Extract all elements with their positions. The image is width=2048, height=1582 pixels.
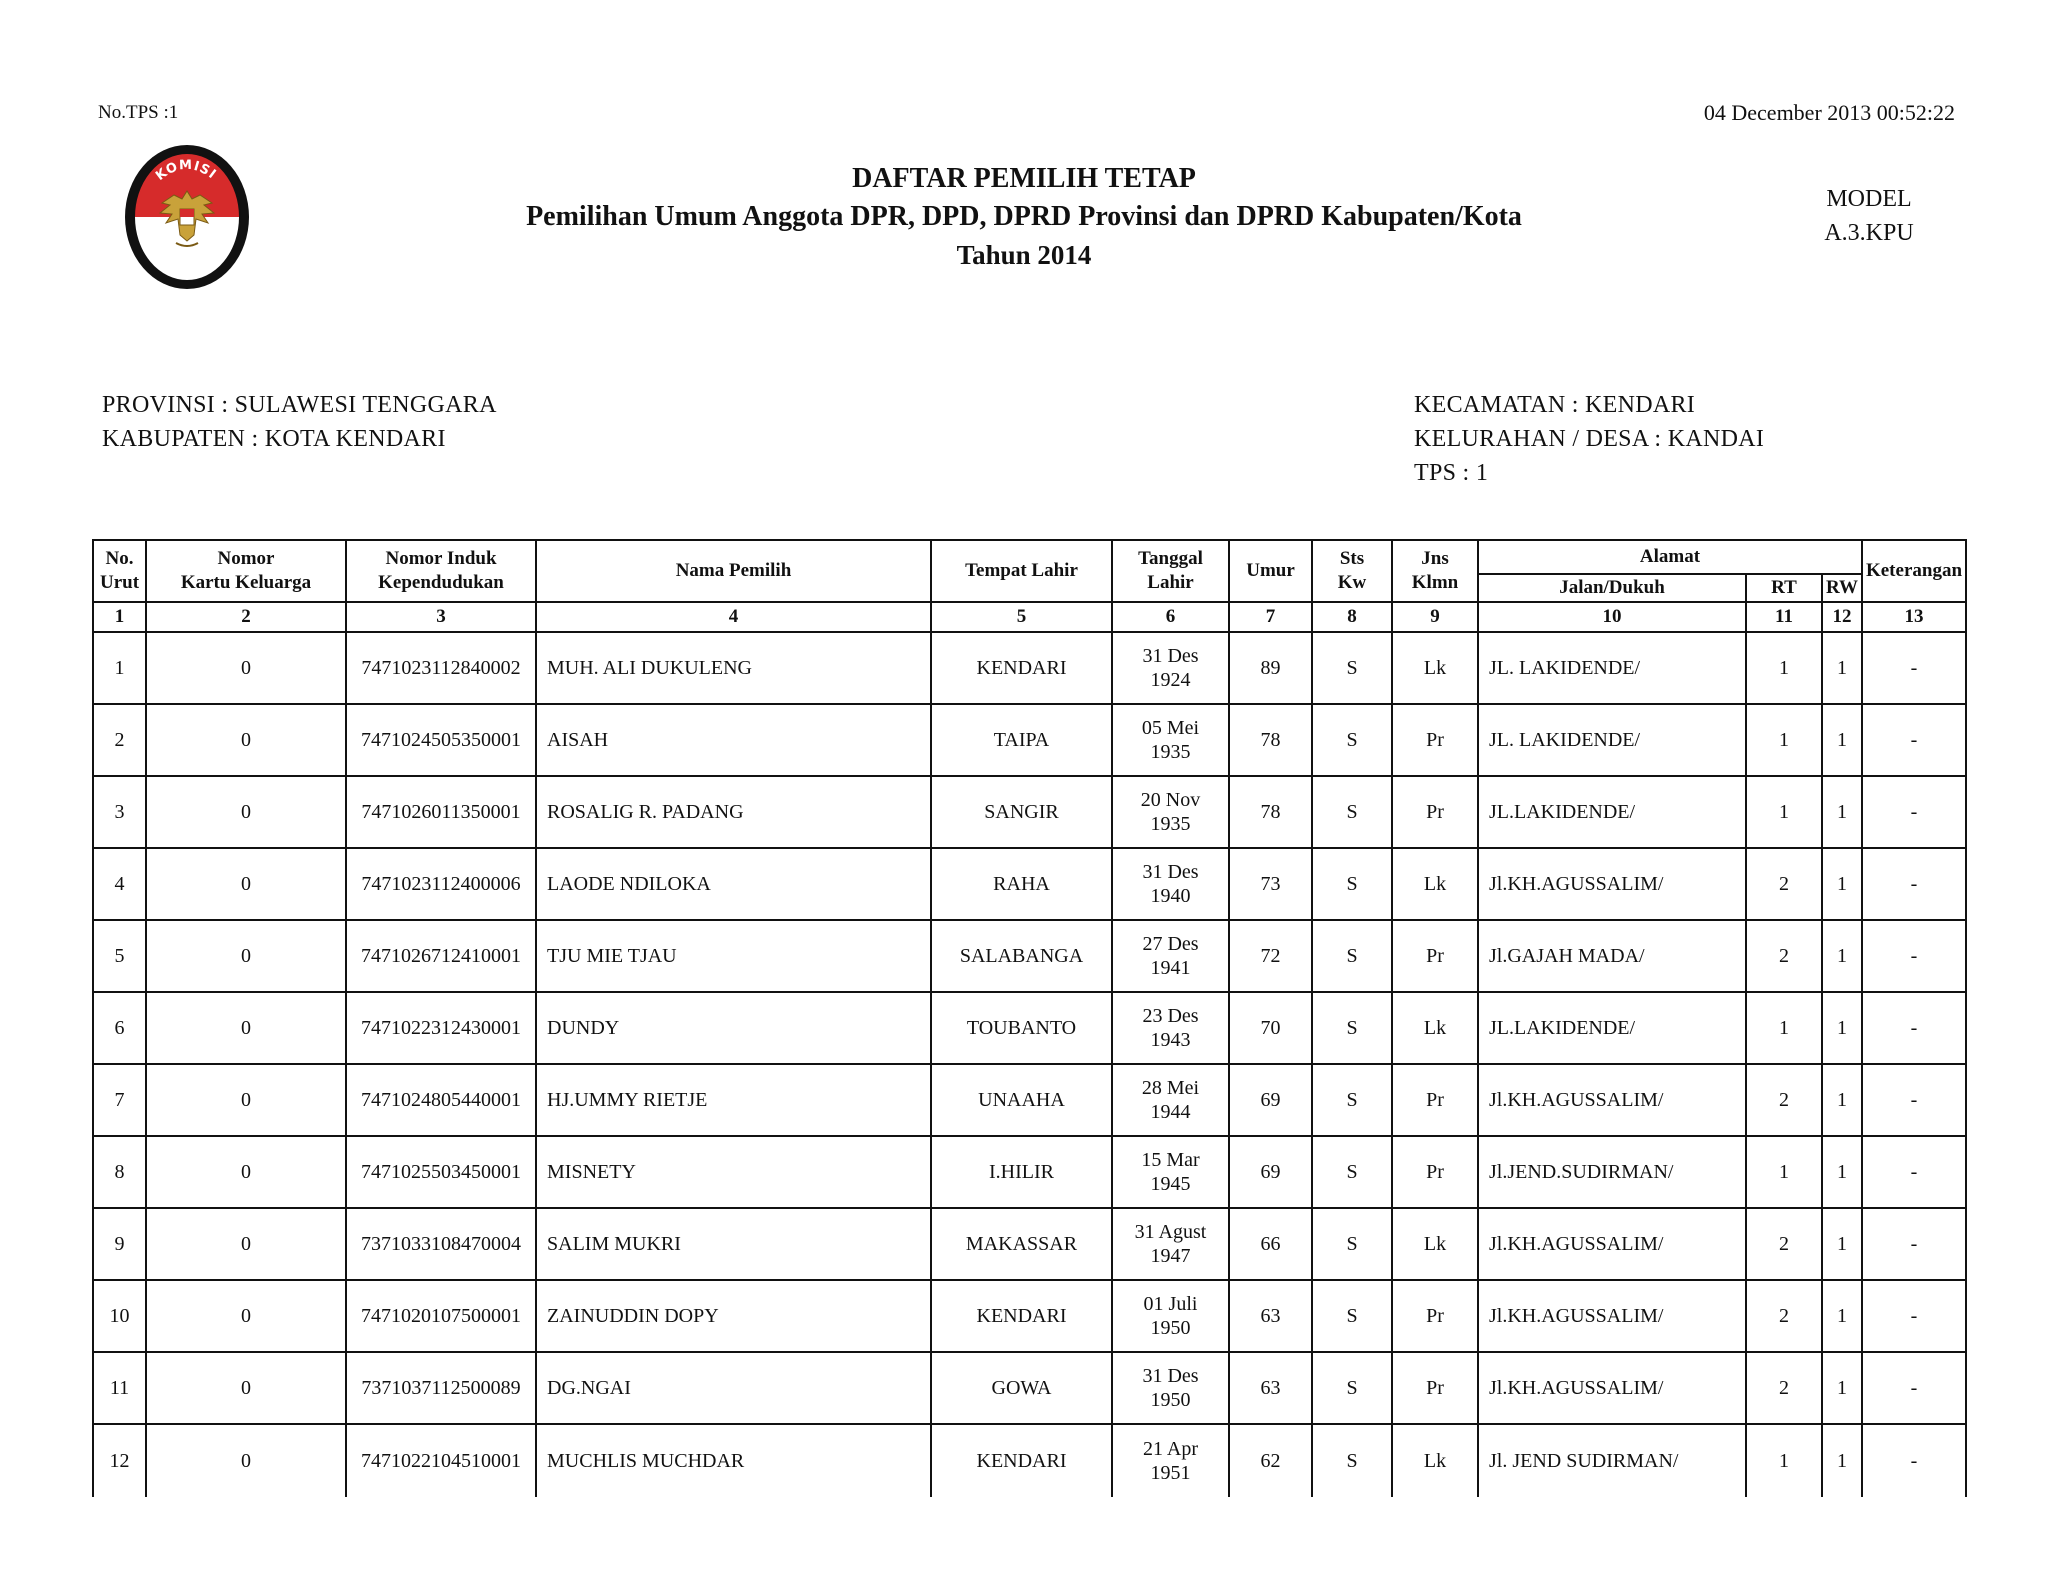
cell-nik: 7471025503450001 xyxy=(346,1136,536,1208)
cell-keterangan: - xyxy=(1862,704,1966,776)
cell-tanggal-lahir: 23 Des 1943 xyxy=(1112,992,1229,1064)
cell-nama-pemilih: SALIM MUKRI xyxy=(536,1208,931,1280)
cell-jns-klmn: Lk xyxy=(1392,992,1478,1064)
cell-nama-pemilih: TJU MIE TJAU xyxy=(536,920,931,992)
table-row xyxy=(93,1280,1966,1352)
cell-jns-klmn: Pr xyxy=(1392,1280,1478,1352)
cell-nomor-kk: 0 xyxy=(146,704,346,776)
cell-nama-pemilih: ZAINUDDIN DOPY xyxy=(536,1280,931,1352)
cell-keterangan: - xyxy=(1862,1280,1966,1352)
cell-keterangan: - xyxy=(1862,848,1966,920)
cell-nama-pemilih: MISNETY xyxy=(536,1136,931,1208)
column-number: 6 xyxy=(1112,602,1229,632)
cell-tanggal-lahir: 21 Apr 1951 xyxy=(1112,1424,1229,1497)
cell-jalan-dukuh: Jl.GAJAH MADA/ xyxy=(1478,920,1746,992)
header-sts-kw: Sts Kw xyxy=(1312,540,1392,602)
cell-rt: 2 xyxy=(1746,1352,1822,1424)
cell-nama-pemilih: LAODE NDILOKA xyxy=(536,848,931,920)
kecamatan-label: KECAMATAN : KENDARI xyxy=(1414,392,1696,418)
cell-umur: 78 xyxy=(1229,776,1312,848)
cell-umur: 69 xyxy=(1229,1136,1312,1208)
cell-jns-klmn: Pr xyxy=(1392,1352,1478,1424)
kabupaten-label: KABUPATEN : KOTA KENDARI xyxy=(102,426,446,452)
cell-keterangan: - xyxy=(1862,920,1966,992)
cell-tempat-lahir: UNAAHA xyxy=(931,1064,1112,1136)
cell-no-urut: 1 xyxy=(93,632,146,704)
cell-jalan-dukuh: Jl.KH.AGUSSALIM/ xyxy=(1478,1208,1746,1280)
provinsi-label: PROVINSI : SULAWESI TENGGARA xyxy=(102,392,497,418)
cell-no-urut: 3 xyxy=(93,776,146,848)
table-row xyxy=(93,992,1966,1064)
cell-nik: 7371033108470004 xyxy=(346,1208,536,1280)
header-rw: RW xyxy=(1822,574,1862,602)
cell-jns-klmn: Lk xyxy=(1392,848,1478,920)
cell-no-urut: 7 xyxy=(93,1064,146,1136)
table-row xyxy=(93,920,1966,992)
cell-rw: 1 xyxy=(1822,776,1862,848)
cell-nomor-kk: 0 xyxy=(146,1280,346,1352)
cell-rt: 1 xyxy=(1746,704,1822,776)
cell-tempat-lahir: KENDARI xyxy=(931,632,1112,704)
cell-tempat-lahir: SANGIR xyxy=(931,776,1112,848)
cell-no-urut: 10 xyxy=(93,1280,146,1352)
cell-jns-klmn: Pr xyxy=(1392,920,1478,992)
cell-tempat-lahir: RAHA xyxy=(931,848,1112,920)
cell-jalan-dukuh: JL. LAKIDENDE/ xyxy=(1478,632,1746,704)
table-row xyxy=(93,1352,1966,1424)
cell-no-urut: 4 xyxy=(93,848,146,920)
cell-nik: 7371037112500089 xyxy=(346,1352,536,1424)
cell-tanggal-lahir: 28 Mei 1944 xyxy=(1112,1064,1229,1136)
cell-sts-kw: S xyxy=(1312,632,1392,704)
cell-sts-kw: S xyxy=(1312,992,1392,1064)
print-timestamp: 04 December 2013 00:52:22 xyxy=(1703,100,1955,125)
cell-no-urut: 6 xyxy=(93,992,146,1064)
cell-rw: 1 xyxy=(1822,632,1862,704)
tps-label: TPS : 1 xyxy=(1414,460,1489,486)
svg-text:PEMILIHAN UMUM: PEMILIHAN UMUM xyxy=(138,233,238,277)
cell-umur: 78 xyxy=(1229,704,1312,776)
column-number: 2 xyxy=(146,602,346,632)
cell-nomor-kk: 0 xyxy=(146,1352,346,1424)
column-number: 5 xyxy=(931,602,1112,632)
column-number: 11 xyxy=(1746,602,1822,632)
cell-jns-klmn: Pr xyxy=(1392,1136,1478,1208)
header-nomor-kk: Nomor Kartu Keluarga xyxy=(146,540,346,602)
cell-umur: 89 xyxy=(1229,632,1312,704)
cell-rt: 1 xyxy=(1746,992,1822,1064)
cell-nomor-kk: 0 xyxy=(146,776,346,848)
cell-jalan-dukuh: Jl.KH.AGUSSALIM/ xyxy=(1478,1064,1746,1136)
column-number: 12 xyxy=(1822,602,1862,632)
table-row xyxy=(93,776,1966,848)
cell-keterangan: - xyxy=(1862,1064,1966,1136)
cell-umur: 70 xyxy=(1229,992,1312,1064)
header-rt: RT xyxy=(1746,574,1822,602)
cell-nik: 7471023112840002 xyxy=(346,632,536,704)
cell-jalan-dukuh: Jl.KH.AGUSSALIM/ xyxy=(1478,1352,1746,1424)
cell-nik: 7471020107500001 xyxy=(346,1280,536,1352)
cell-sts-kw: S xyxy=(1312,1424,1392,1497)
document-title: DAFTAR PEMILIH TETAP xyxy=(852,163,1196,194)
cell-rt: 2 xyxy=(1746,920,1822,992)
cell-nik: 7471022312430001 xyxy=(346,992,536,1064)
cell-jns-klmn: Pr xyxy=(1392,704,1478,776)
cell-rt: 2 xyxy=(1746,1208,1822,1280)
column-number: 13 xyxy=(1862,602,1966,632)
cell-rw: 1 xyxy=(1822,1136,1862,1208)
cell-jalan-dukuh: JL.LAKIDENDE/ xyxy=(1478,776,1746,848)
column-number: 10 xyxy=(1478,602,1746,632)
cell-tanggal-lahir: 05 Mei 1935 xyxy=(1112,704,1229,776)
cell-tanggal-lahir: 31 Agust 1947 xyxy=(1112,1208,1229,1280)
cell-rw: 1 xyxy=(1822,704,1862,776)
cell-tanggal-lahir: 31 Des 1950 xyxy=(1112,1352,1229,1424)
cell-jns-klmn: Pr xyxy=(1392,776,1478,848)
header-tanggal-lahir: Tanggal Lahir xyxy=(1112,540,1229,602)
cell-jalan-dukuh: Jl.KH.AGUSSALIM/ xyxy=(1478,848,1746,920)
cell-rw: 1 xyxy=(1822,992,1862,1064)
header-nama-pemilih: Nama Pemilih xyxy=(536,540,931,602)
cell-umur: 63 xyxy=(1229,1352,1312,1424)
model-label: MODEL xyxy=(1826,186,1912,212)
cell-sts-kw: S xyxy=(1312,1064,1392,1136)
table-row xyxy=(93,704,1966,776)
cell-keterangan: - xyxy=(1862,1424,1966,1497)
location-left xyxy=(102,388,497,456)
cell-rt: 2 xyxy=(1746,1064,1822,1136)
cell-nomor-kk: 0 xyxy=(146,1136,346,1208)
header-no-urut: No. Urut xyxy=(93,540,146,602)
cell-tempat-lahir: GOWA xyxy=(931,1352,1112,1424)
table-row xyxy=(93,1136,1966,1208)
cell-nomor-kk: 0 xyxy=(146,1424,346,1497)
cell-tanggal-lahir: 20 Nov 1935 xyxy=(1112,776,1229,848)
cell-jns-klmn: Pr xyxy=(1392,1064,1478,1136)
cell-tanggal-lahir: 15 Mar 1945 xyxy=(1112,1136,1229,1208)
cell-nama-pemilih: MUH. ALI DUKULENG xyxy=(536,632,931,704)
cell-jns-klmn: Lk xyxy=(1392,632,1478,704)
cell-rt: 2 xyxy=(1746,848,1822,920)
cell-tempat-lahir: SALABANGA xyxy=(931,920,1112,992)
document-title-block xyxy=(0,157,2048,277)
table-row xyxy=(93,1208,1966,1280)
cell-rt: 1 xyxy=(1746,632,1822,704)
model-code xyxy=(1804,182,1934,250)
cell-sts-kw: S xyxy=(1312,1208,1392,1280)
cell-nama-pemilih: DG.NGAI xyxy=(536,1352,931,1424)
header-jalan-dukuh: Jalan/Dukuh xyxy=(1478,574,1746,602)
cell-tanggal-lahir: 01 Juli 1950 xyxy=(1112,1280,1229,1352)
cell-rt: 1 xyxy=(1746,1424,1822,1497)
cell-no-urut: 8 xyxy=(93,1136,146,1208)
cell-rt: 1 xyxy=(1746,776,1822,848)
cell-sts-kw: S xyxy=(1312,1280,1392,1352)
cell-tempat-lahir: TOUBANTO xyxy=(931,992,1112,1064)
cell-rw: 1 xyxy=(1822,1208,1862,1280)
cell-tempat-lahir: KENDARI xyxy=(931,1424,1112,1497)
cell-nomor-kk: 0 xyxy=(146,632,346,704)
cell-tempat-lahir: I.HILIR xyxy=(931,1136,1112,1208)
cell-jalan-dukuh: Jl.KH.AGUSSALIM/ xyxy=(1478,1280,1746,1352)
cell-rw: 1 xyxy=(1822,920,1862,992)
cell-rt: 1 xyxy=(1746,1136,1822,1208)
table-row xyxy=(93,1064,1966,1136)
cell-nik: 7471022104510001 xyxy=(346,1424,536,1497)
location-right xyxy=(1414,388,1764,490)
cell-jalan-dukuh: Jl.JEND.SUDIRMAN/ xyxy=(1478,1136,1746,1208)
cell-sts-kw: S xyxy=(1312,704,1392,776)
cell-nik: 7471024805440001 xyxy=(346,1064,536,1136)
cell-nama-pemilih: HJ.UMMY RIETJE xyxy=(536,1064,931,1136)
cell-umur: 72 xyxy=(1229,920,1312,992)
header-jns-klmn: Jns Klmn xyxy=(1392,540,1478,602)
cell-umur: 73 xyxy=(1229,848,1312,920)
cell-jns-klmn: Lk xyxy=(1392,1208,1478,1280)
cell-nomor-kk: 0 xyxy=(146,992,346,1064)
cell-no-urut: 9 xyxy=(93,1208,146,1280)
cell-nomor-kk: 0 xyxy=(146,848,346,920)
header-tempat-lahir: Tempat Lahir xyxy=(931,540,1112,602)
document-year: Tahun 2014 xyxy=(956,240,1092,270)
cell-rt: 2 xyxy=(1746,1280,1822,1352)
column-number: 1 xyxy=(93,602,146,632)
cell-sts-kw: S xyxy=(1312,1352,1392,1424)
model-number: A.3.KPU xyxy=(1824,220,1914,246)
cell-rw: 1 xyxy=(1822,848,1862,920)
cell-no-urut: 5 xyxy=(93,920,146,992)
cell-jalan-dukuh: Jl. JEND SUDIRMAN/ xyxy=(1478,1424,1746,1497)
table-row xyxy=(93,1424,1966,1497)
svg-text:KOMISI: KOMISI xyxy=(153,157,220,184)
cell-no-urut: 11 xyxy=(93,1352,146,1424)
cell-sts-kw: S xyxy=(1312,776,1392,848)
cell-nomor-kk: 0 xyxy=(146,1064,346,1136)
header-alamat: Alamat xyxy=(1478,540,1862,574)
cell-nik: 7471023112400006 xyxy=(346,848,536,920)
header-umur: Umur xyxy=(1229,540,1312,602)
cell-no-urut: 2 xyxy=(93,704,146,776)
kelurahan-label: KELURAHAN / DESA : KANDAI xyxy=(1414,426,1765,452)
cell-jalan-dukuh: JL.LAKIDENDE/ xyxy=(1478,992,1746,1064)
cell-umur: 66 xyxy=(1229,1208,1312,1280)
cell-nik: 7471024505350001 xyxy=(346,704,536,776)
cell-umur: 63 xyxy=(1229,1280,1312,1352)
table-row xyxy=(93,848,1966,920)
column-number: 4 xyxy=(536,602,931,632)
cell-rw: 1 xyxy=(1822,1424,1862,1497)
cell-nomor-kk: 0 xyxy=(146,920,346,992)
column-number: 8 xyxy=(1312,602,1392,632)
header-nik: Nomor Induk Kependudukan xyxy=(346,540,536,602)
cell-nama-pemilih: ROSALIG R. PADANG xyxy=(536,776,931,848)
cell-umur: 69 xyxy=(1229,1064,1312,1136)
cell-nik: 7471026011350001 xyxy=(346,776,536,848)
cell-keterangan: - xyxy=(1862,1352,1966,1424)
cell-keterangan: - xyxy=(1862,1208,1966,1280)
document-subtitle: Pemilihan Umum Anggota DPR, DPD, DPRD Provinsi dan DPRD Kabupaten/Kota xyxy=(526,201,1522,232)
cell-umur: 62 xyxy=(1229,1424,1312,1497)
cell-tempat-lahir: TAIPA xyxy=(931,704,1112,776)
column-number-row xyxy=(93,602,1966,632)
cell-rw: 1 xyxy=(1822,1064,1862,1136)
cell-sts-kw: S xyxy=(1312,920,1392,992)
cell-tanggal-lahir: 27 Des 1941 xyxy=(1112,920,1229,992)
cell-jns-klmn: Lk xyxy=(1392,1424,1478,1497)
column-number: 9 xyxy=(1392,602,1478,632)
voter-table xyxy=(92,539,1967,1497)
cell-tanggal-lahir: 31 Des 1924 xyxy=(1112,632,1229,704)
table-row xyxy=(93,632,1966,704)
cell-rw: 1 xyxy=(1822,1280,1862,1352)
cell-tempat-lahir: MAKASSAR xyxy=(931,1208,1112,1280)
cell-jalan-dukuh: JL. LAKIDENDE/ xyxy=(1478,704,1746,776)
cell-keterangan: - xyxy=(1862,776,1966,848)
tps-number: No.TPS :1 xyxy=(98,102,179,123)
cell-keterangan: - xyxy=(1862,992,1966,1064)
cell-tanggal-lahir: 31 Des 1940 xyxy=(1112,848,1229,920)
cell-nomor-kk: 0 xyxy=(146,1208,346,1280)
column-number: 3 xyxy=(346,602,536,632)
cell-nik: 7471026712410001 xyxy=(346,920,536,992)
cell-nama-pemilih: AISAH xyxy=(536,704,931,776)
cell-nama-pemilih: DUNDY xyxy=(536,992,931,1064)
cell-no-urut: 12 xyxy=(93,1424,146,1497)
cell-sts-kw: S xyxy=(1312,1136,1392,1208)
cell-keterangan: - xyxy=(1862,632,1966,704)
column-number: 7 xyxy=(1229,602,1312,632)
cell-tempat-lahir: KENDARI xyxy=(931,1280,1112,1352)
header-keterangan: Keterangan xyxy=(1862,540,1966,602)
cell-rw: 1 xyxy=(1822,1352,1862,1424)
cell-nama-pemilih: MUCHLIS MUCHDAR xyxy=(536,1424,931,1497)
cell-keterangan: - xyxy=(1862,1136,1966,1208)
cell-sts-kw: S xyxy=(1312,848,1392,920)
